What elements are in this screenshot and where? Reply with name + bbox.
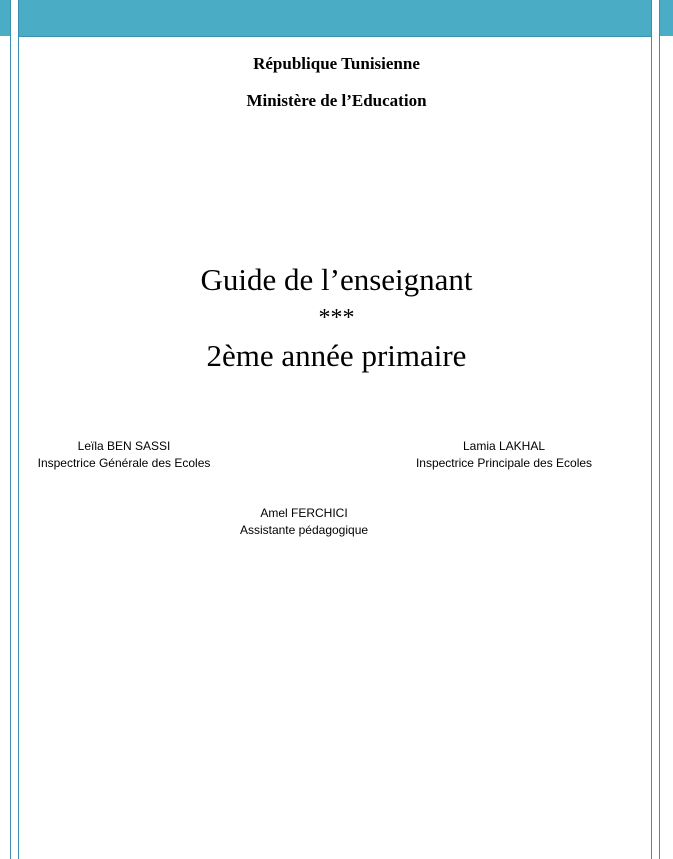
frame-line-right-inner bbox=[651, 0, 652, 859]
top-band-right bbox=[660, 0, 673, 36]
author-role: Inspectrice Principale des Ecoles bbox=[415, 456, 593, 470]
frame-line-right-outer bbox=[659, 0, 660, 859]
author-name: Lamia LAKHAL bbox=[462, 439, 546, 453]
country-heading: République Tunisienne bbox=[253, 54, 420, 73]
top-band-left bbox=[0, 0, 10, 36]
ministry-heading: Ministère de l’Education bbox=[246, 91, 427, 110]
frame-line-left-outer bbox=[10, 0, 11, 859]
author-name: Leïla BEN SASSI bbox=[77, 439, 171, 453]
frame-line-left-inner bbox=[18, 0, 19, 859]
author-role: Inspectrice Générale des Ecoles bbox=[37, 456, 211, 470]
author-role: Assistante pédagogique bbox=[239, 523, 369, 537]
author-block-left bbox=[24, 438, 224, 472]
grade-level: 2ème année primaire bbox=[206, 338, 467, 373]
top-band bbox=[18, 0, 652, 37]
document-title: Guide de l’enseignant bbox=[200, 262, 473, 297]
author-block-center bbox=[221, 505, 387, 539]
title-separator: *** bbox=[318, 305, 355, 331]
author-block-right bbox=[403, 438, 605, 472]
author-name: Amel FERCHICI bbox=[260, 506, 348, 520]
